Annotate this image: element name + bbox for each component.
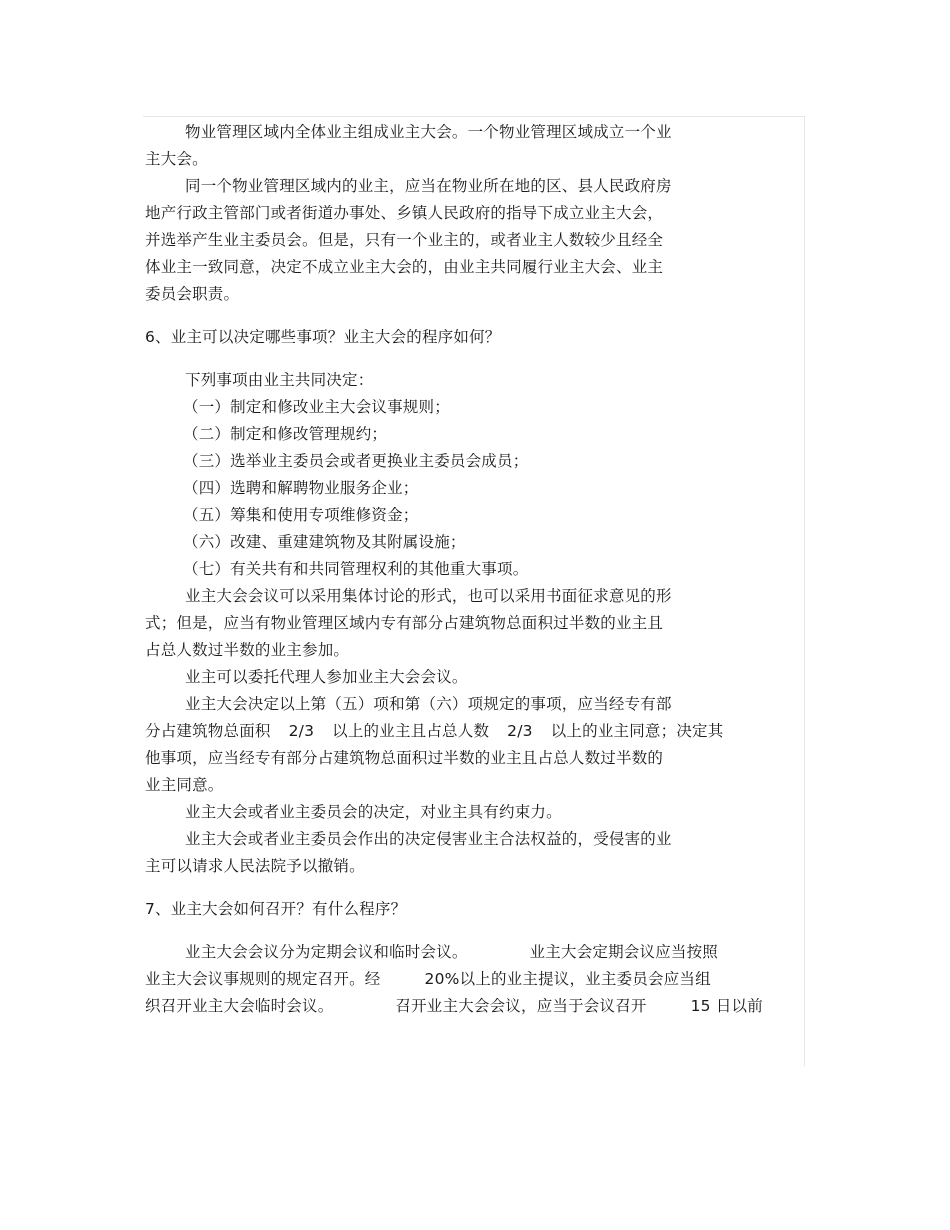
text-run: 以上的业主且占总人数: [332, 722, 490, 740]
question-heading-7: 7、业主大会如何召开？有什么程序？: [145, 900, 407, 918]
list-item: （四）选聘和解聘物业服务企业；: [183, 479, 419, 497]
text-run: 召开业主大会会议，应当于会议召开: [395, 997, 647, 1015]
text-run: 20%以上的业主提议，业主委员会应当组: [424, 970, 711, 988]
paragraph-line: 业主同意。: [145, 776, 224, 794]
paragraph-line: 式；但是，应当有物业管理区域内专有部分占建筑物总面积过半数的业主且: [145, 614, 664, 632]
paragraph-line: 同一个物业管理区域内的业主，应当在物业所在地的区、县人民政府房: [185, 177, 672, 195]
text-run: 织召开业主大会临时会议。: [145, 997, 334, 1015]
paragraph-line: 他事项，应当经专有部分占建筑物总面积过半数的业主且占总人数过半数的: [145, 749, 664, 767]
list-item: （七）有关共有和共同管理权利的其他重大事项。: [183, 560, 529, 578]
text-run: 15 日以前: [690, 997, 763, 1015]
text-run: 业主大会定期会议应当按照: [529, 943, 719, 961]
paragraph-line: 委员会职责。: [145, 285, 240, 303]
paragraph-line: [145, 939, 800, 966]
paragraph-line: 业主可以委托代理人参加业主大会会议。: [185, 668, 468, 686]
paragraph-line: 主大会。: [145, 150, 208, 168]
text-run: 业主大会议事规则的规定召开。经: [145, 970, 381, 988]
list-item: （一）制定和修改业主大会议事规则；: [183, 398, 450, 416]
list-item: （五）筹集和使用专项维修资金；: [183, 506, 419, 524]
paragraph-line: 业主大会或者业主委员会作出的决定侵害业主合法权益的，受侵害的业: [185, 830, 672, 848]
paragraph-line: 地产行政主管部门或者街道办事处、乡镇人民政府的指导下成立业主大会，: [145, 204, 664, 222]
paragraph-line: 物业管理区域内全体业主组成业主大会。一个物业管理区域成立一个业: [185, 123, 672, 141]
text-run: 分占建筑物总面积: [145, 722, 271, 740]
paragraph-line: [145, 718, 800, 745]
question-heading-6: 6、业主可以决定哪些事项？业主大会的程序如何？: [145, 328, 501, 346]
document-body: [145, 119, 800, 1020]
paragraph-line: 业主大会或者业主委员会的决定，对业主具有约束力。: [185, 803, 562, 821]
fraction-value: 2/3: [507, 722, 533, 740]
paragraph-line: 体业主一致同意，决定不成立业主大会的，由业主共同履行业主大会、业主: [145, 258, 664, 276]
list-intro: 下列事项由业主共同决定：: [185, 371, 374, 389]
list-item: （六）改建、重建建筑物及其附属设施；: [183, 533, 466, 551]
text-run: 以上的业主同意；决定其: [550, 722, 724, 740]
list-item: （三）选举业主委员会或者更换业主委员会成员；: [183, 452, 529, 470]
paragraph-line: 并选举产生业主委员会。但是，只有一个业主的，或者业主人数较少且经全: [145, 231, 664, 249]
fraction-value: 2/3: [288, 722, 315, 740]
list-item: （二）制定和修改管理规约；: [183, 425, 388, 443]
text-run: 业主大会会议分为定期会议和临时会议。: [185, 943, 468, 961]
paragraph-line: 主可以请求人民法院予以撤销。: [145, 857, 365, 875]
paragraph-line: 占总人数过半数的业主参加。: [145, 641, 350, 659]
paragraph-line: [145, 966, 800, 993]
paragraph-line: 业主大会会议可以采用集体讨论的形式，也可以采用书面征求意见的形: [185, 587, 672, 605]
paragraph-line: [145, 993, 800, 1020]
paragraph-line: 业主大会决定以上第（五）项和第（六）项规定的事项，应当经专有部: [185, 695, 672, 713]
